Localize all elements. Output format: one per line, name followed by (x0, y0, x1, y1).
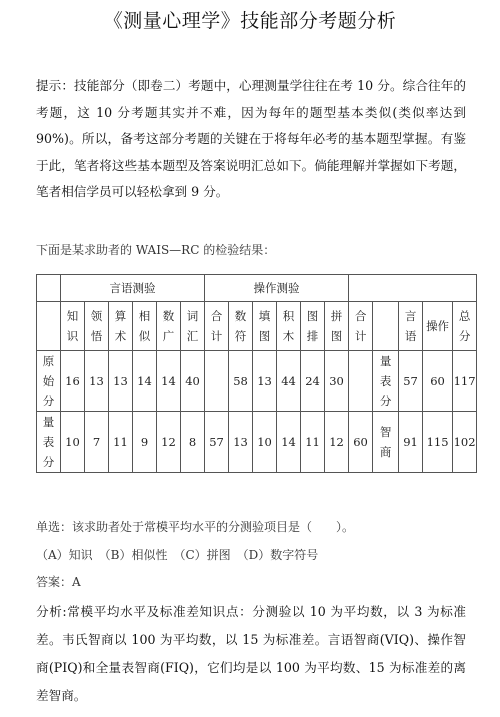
column-header: 操作 (423, 302, 453, 351)
table-cell: 57 (205, 412, 229, 473)
table-subheader-row (37, 302, 477, 351)
table-row (37, 412, 477, 473)
row-label-secondary: 量 表 分 (373, 351, 399, 412)
table-cell (205, 351, 229, 412)
column-header (373, 302, 399, 351)
table-cell: 13 (109, 351, 133, 412)
table-intro: 下面是某求助者的 WAIS—RC 的检验结果： (36, 243, 276, 257)
table-cell: 11 (301, 412, 325, 473)
row-label: 量 表 分 (37, 412, 61, 473)
group-performance-header: 操作测验 (205, 275, 349, 302)
column-header: 图 排 (301, 302, 325, 351)
wais-result-table (36, 274, 477, 473)
question-text: 单选：该求助者处于常模平均水平的分测验项目是（ ）。 (36, 520, 355, 534)
table-cell: 40 (181, 351, 205, 412)
table-cell: 102 (453, 412, 477, 473)
table-cell: 10 (253, 412, 277, 473)
table-cell: 8 (181, 412, 205, 473)
row-label: 原 始 分 (37, 351, 61, 412)
group-verbal-header: 言语测验 (61, 275, 205, 302)
table-cell (349, 351, 373, 412)
table-cell: 14 (133, 351, 157, 412)
table-group-header-row (37, 275, 477, 302)
column-header: 合 计 (205, 302, 229, 351)
column-header: 总 分 (453, 302, 477, 351)
table-cell: 9 (133, 412, 157, 473)
blank-label-cell (37, 302, 61, 351)
table-cell: 44 (277, 351, 301, 412)
table-cell: 12 (157, 412, 181, 473)
table-cell: 117 (453, 351, 477, 412)
blank-corner-cell (37, 275, 61, 302)
table-cell: 11 (109, 412, 133, 473)
column-header: 合 计 (349, 302, 373, 351)
table-cell: 7 (85, 412, 109, 473)
table-cell: 58 (229, 351, 253, 412)
table-cell: 91 (399, 412, 423, 473)
column-header: 领 悟 (85, 302, 109, 351)
column-header: 算 术 (109, 302, 133, 351)
answer-options: （A）知识 （B）相似性 （C）拼图 （D）数字符号 (36, 548, 319, 562)
table-cell: 12 (325, 412, 349, 473)
column-header: 词 汇 (181, 302, 205, 351)
column-header: 数 符 (229, 302, 253, 351)
row-label-secondary: 智 商 (373, 412, 399, 473)
table-cell: 13 (85, 351, 109, 412)
table-cell: 115 (423, 412, 453, 473)
table-cell: 16 (61, 351, 85, 412)
analysis-paragraph: 分析:常模平均水平及标准差知识点：分测验以 10 为平均数，以 3 为标准差。韦氏智商以 100 为平均数，以 15 为标准差。言语智商(VIQ)、操作智商(PIQ)和全量表智商(FIQ)，它们均是以 100 为平均数、15 为标准差的离差智商。 (36, 604, 466, 703)
answer-text: 答案：A (36, 575, 81, 589)
table-cell: 60 (423, 351, 453, 412)
table-cell: 57 (399, 351, 423, 412)
column-header: 数 广 (157, 302, 181, 351)
column-header: 相 似 (133, 302, 157, 351)
column-header: 言 语 (399, 302, 423, 351)
column-header: 填 图 (253, 302, 277, 351)
table-cell: 13 (253, 351, 277, 412)
blank-group-cell (349, 275, 477, 302)
column-header: 拼 图 (325, 302, 349, 351)
column-header: 知 识 (61, 302, 85, 351)
table-cell: 14 (277, 412, 301, 473)
table-cell: 60 (349, 412, 373, 473)
intro-paragraph: 提示：技能部分（即卷二）考题中，心理测量学往往在考 10 分。综合往年的考题，这 10 分考题其实并不难，因为每年的题型基本类似(类似率达到 90%)。所以，备考这部分考题的关键在于将每年必考的基本题型掌握。有鉴于此，笔者将这些基本题型及答案说明汇总如下。倘能理解并掌握如下考题，笔者相信学员可以轻松拿到 9 分。 (36, 78, 466, 199)
column-header: 积 木 (277, 302, 301, 351)
table-cell: 24 (301, 351, 325, 412)
table-cell: 14 (157, 351, 181, 412)
table-row (37, 351, 477, 412)
table-cell: 13 (229, 412, 253, 473)
page-title: 《测量心理学》技能部分考题分析 (103, 10, 397, 32)
table-cell: 30 (325, 351, 349, 412)
table-cell: 10 (61, 412, 85, 473)
